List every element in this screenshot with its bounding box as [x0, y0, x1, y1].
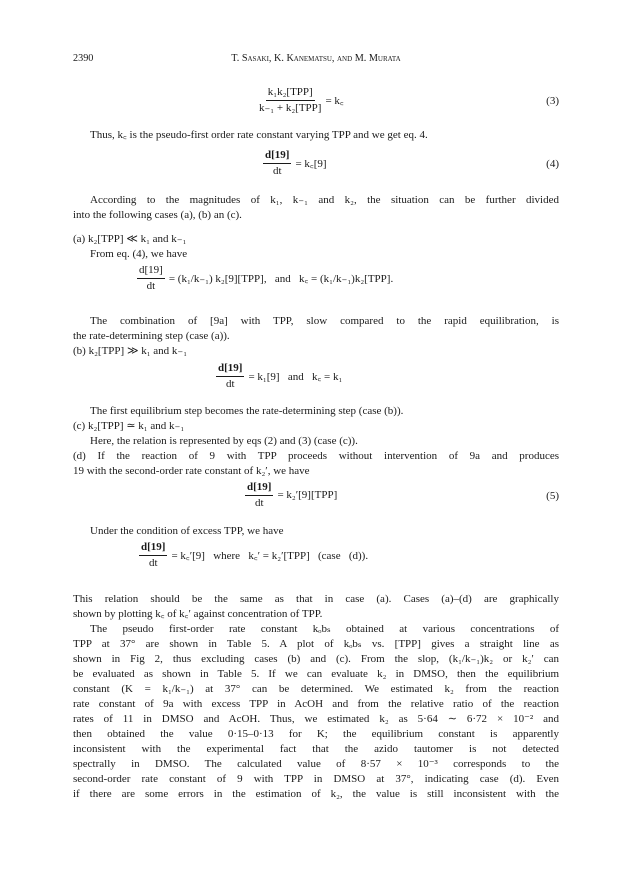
equation-case-b — [73, 362, 559, 398]
eq3-denominator: k₋₁ + k₂[TPP] — [259, 101, 322, 114]
para-according: According to the magnitudes of k₁, k₋₁ and k₂, the situation can be further divided into the following cases (a), (b) an (c). — [73, 194, 559, 221]
case-a-eq-rhs: = (k₁/k₋₁) k₂[9][TPP], and k꜀ = (k₁/k₋₁)k₂[TPP]. — [168, 272, 394, 285]
para-thus: Thus, k꜀ is the pseudo-first order rate constant varying TPP and we get eq. 4. — [90, 129, 428, 141]
running-head: T. Sasaki, K. Kanematsu, and M. Murata — [231, 53, 401, 64]
eq5-number: (5) — [546, 490, 559, 502]
eq5-numerator: d[19] — [245, 481, 273, 496]
eq5-rhs: = k₂′[9][TPP] — [277, 489, 338, 502]
case-d-under: Under the condition of excess TPP, we have — [90, 525, 284, 537]
eq4-number: (4) — [546, 158, 559, 170]
page-header — [73, 53, 559, 67]
case-c-label: (c) k₂[TPP] ≃ k₁ and k₋₁ — [73, 420, 185, 432]
page-number: 2390 — [73, 53, 94, 64]
case-d-eq-numerator: d[19] — [139, 541, 167, 556]
case-d-eq-denominator: dt — [148, 556, 158, 569]
equation-case-a — [73, 264, 559, 300]
case-d-eq-rhs: = k꜀′[9] where k꜀′ = k₂′[TPP] (case (d)). — [171, 549, 369, 562]
equation-4 — [73, 149, 559, 185]
eq4-denominator: dt — [272, 164, 282, 177]
case-d-text: (d) If the reaction of 9 with TPP proceeds without intervention of 9a and produces 19 with the second-order rate constant of k₂′, we have — [73, 450, 559, 477]
eq3-number: (3) — [546, 95, 559, 107]
case-a-eq-denominator: dt — [146, 279, 156, 292]
case-b-eq-denominator: dt — [225, 377, 235, 390]
para-pseudo-first-order: The pseudo first-order rate constant kₒbₛ obtained at various concentrations of TPP at 37° are shown in Table 5. A plot of kₒbₛ vs. [TPP] gives a straight line as shown in Fig 2, thus excluding cases (b) and (c). From the slop, (k₁/k₋₁)k₂ or k₂′ can be evaluated as shown in Table 5. If we can evaluate k₂ in DMSO, then the equilibrium constant (K = k₁/k₋₁) at 37° can be determined. We estimated k₂ from the reaction rate constant of 9a with excess TPP in AcOH and from the relative ratio of the reaction rates of 11 in DMSO and AcOH. Thus, we estimated k₂ as 5·64 ∼ 6·72 × 10⁻² and then obtained the value 0·15–0·13 for K; the equilibrium constant is apparently inconsistent with the experimental fact that the azido tautomer is not detected spectrally in DMSO. The calculated value of 8·57 × 10⁻³ corresponds to the second-order rate constant of 9 with TPP in DMSO at 37°, indicating case (d). Even if there are some errors in the estimation of k₂, the value is still inconsistent with the — [73, 623, 559, 800]
case-a-from: From eq. (4), we have — [90, 248, 188, 260]
para-relation: This relation should be the same as that in case (a). Cases (a)–(d) are graphically shown by plotting k꜀ of k꜀′ against concentration of TPP. — [73, 593, 559, 620]
eq3-rhs: = k꜀ — [325, 94, 344, 107]
eq4-numerator: d[19] — [263, 149, 291, 164]
case-b-eq-numerator: d[19] — [216, 362, 244, 377]
case-a-label: (a) k₂[TPP] ≪ k₁ and k₋₁ — [73, 233, 187, 245]
eq5-denominator: dt — [254, 496, 264, 509]
case-b-eq-rhs: = k₁[9] and k꜀ = k₁ — [248, 370, 343, 383]
equation-3 — [73, 86, 559, 122]
case-a-text: The combination of [9a] with TPP, slow compared to the rapid equilibration, is the rate-determining step (case (a)). — [73, 315, 559, 342]
equation-5 — [73, 481, 559, 517]
case-b-label: (b) k₂[TPP] ≫ k₁ and k₋₁ — [73, 345, 188, 357]
case-a-eq-numerator: d[19] — [137, 264, 165, 279]
case-c-text: Here, the relation is represented by eqs (2) and (3) (case (c)). — [90, 435, 358, 447]
case-b-text: The first equilibrium step becomes the rate-determining step (case (b)). — [90, 405, 404, 417]
eq4-rhs: = k꜀[9] — [295, 157, 327, 170]
eq3-numerator: k₁k₂[TPP] — [266, 86, 315, 101]
equation-case-d — [73, 541, 559, 577]
